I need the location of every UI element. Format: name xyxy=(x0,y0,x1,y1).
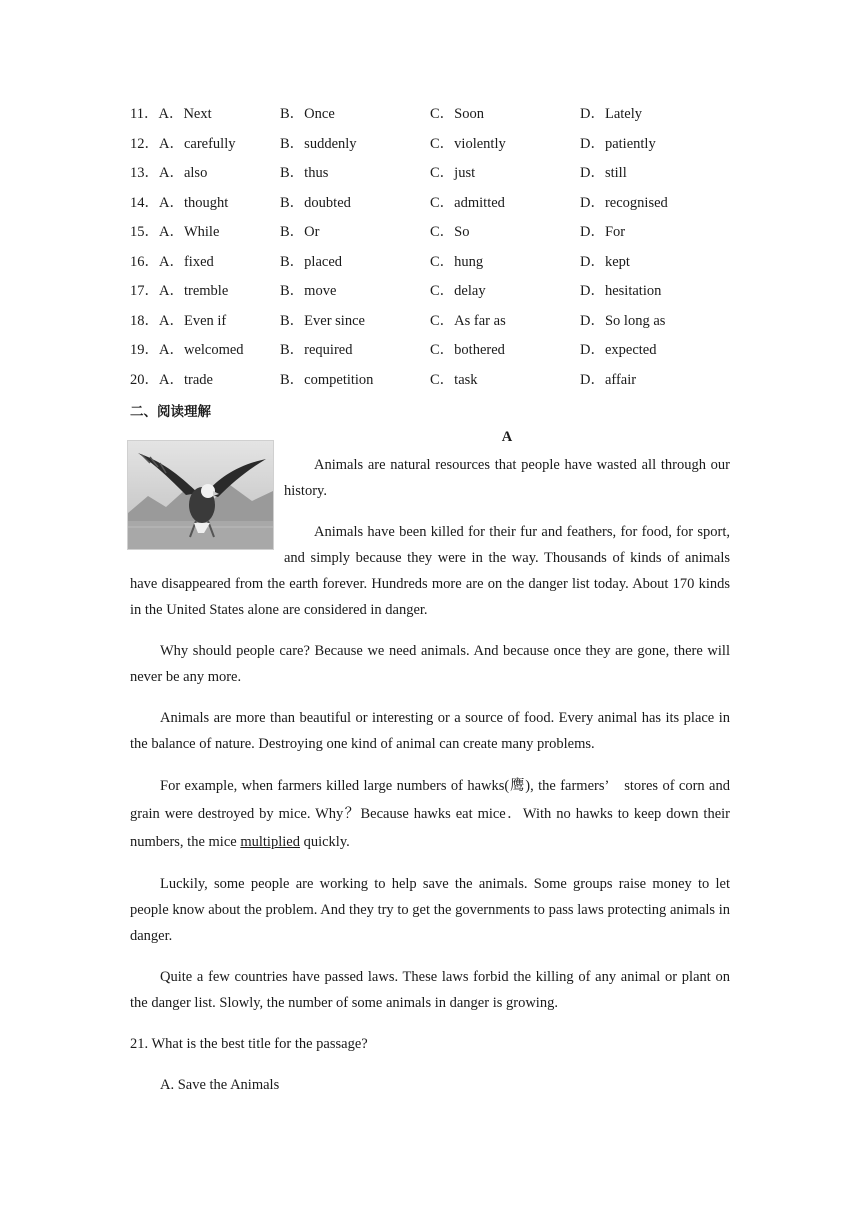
paragraph-1: Animals are natural resources that people have wasted all through our history. xyxy=(284,457,730,499)
question-21-option-a: A. Save the Animals xyxy=(160,1077,280,1093)
image-float-spacer xyxy=(130,452,284,552)
option-c: C．bothered xyxy=(430,342,505,358)
paragraph-6: Luckily, some people are working to help save the animals. Some groups raise money to let people know about the problem. And they try to get the governments to pass laws protecting animals in danger. xyxy=(130,876,730,944)
option-b: B．Or xyxy=(280,224,320,240)
option-d: D．patiently xyxy=(580,135,656,152)
option-c: C．So xyxy=(430,224,470,240)
option-d: D．kept xyxy=(580,253,630,270)
option-b: B．suddenly xyxy=(280,135,357,152)
option-d: D．For xyxy=(580,224,626,240)
option-a: 17．A．tremble xyxy=(130,283,229,299)
option-b: B．competition xyxy=(280,371,374,388)
paragraph-2: Animals have been killed for their fur and feathers, for food, for sport, and simply because they were in the way. Thousands of kinds of animals have disappeared from the earth forever. Hundreds more are on the danger list today. About 170 kinds in the United States alone are considered in danger. xyxy=(130,524,730,618)
option-d: D．So long as xyxy=(580,312,666,329)
question-21: 21. What is the best title for the passage? xyxy=(130,1036,368,1052)
option-a: 13．A．also xyxy=(130,165,208,181)
option-c: C．task xyxy=(430,371,478,388)
options-row-12 xyxy=(130,134,750,164)
paragraph-5-end: quickly. xyxy=(299,834,350,850)
options-row-14 xyxy=(130,193,750,223)
option-a: 12．A．carefully xyxy=(130,135,236,152)
option-d: D．affair xyxy=(580,371,637,388)
option-a: 15．A．While xyxy=(130,224,220,240)
paragraph-4: Animals are more than beautiful or interesting or a source of food. Every animal has its place in the balance of nature. Destroying one kind of animal can create many problems. xyxy=(130,710,730,752)
option-a: 11．A．Next xyxy=(130,106,212,122)
option-b: B．Ever since xyxy=(280,312,365,329)
paragraph-7: Quite a few countries have passed laws. These laws forbid the killing of any animal or plant on the danger list. Slowly, the number of some animals in danger is growing. xyxy=(130,969,730,1011)
option-b: B．move xyxy=(280,283,337,299)
paragraph-5 xyxy=(130,772,730,856)
underlined-word: multiplied xyxy=(240,834,300,850)
options-row-15 xyxy=(130,222,750,252)
passage-letter: A xyxy=(501,429,513,445)
options-row-16 xyxy=(130,252,750,282)
option-a: 16．A．fixed xyxy=(130,253,214,270)
option-d: D．hesitation xyxy=(580,283,662,299)
option-b: B．placed xyxy=(280,253,343,270)
option-c: C．admitted xyxy=(430,194,505,211)
option-c: C．Soon xyxy=(430,106,484,122)
option-c: C．As far as xyxy=(430,312,506,329)
option-b: B．required xyxy=(280,342,353,358)
option-a: 20．A．trade xyxy=(130,371,213,388)
option-d: D．Lately xyxy=(580,106,643,122)
paragraph-3: Why should people care? Because we need animals. And because once they are gone, there will never be any more. xyxy=(130,643,730,685)
option-c: C．hung xyxy=(430,253,484,270)
options-row-19 xyxy=(130,340,750,370)
option-a: 14．A．thought xyxy=(130,194,229,211)
option-c: C．delay xyxy=(430,283,486,299)
option-c: C．violently xyxy=(430,135,506,152)
options-row-20 xyxy=(130,370,750,400)
option-d: D．expected xyxy=(580,342,657,358)
options-row-17 xyxy=(130,281,750,311)
option-b: B．thus xyxy=(280,165,329,181)
reading-passage xyxy=(130,452,730,1113)
option-a: 18．A．Even if xyxy=(130,312,227,329)
paragraph-5-text: For example, when farmers killed large numbers of hawks(鹰), the farmers’ stores of corn and grain were destroyed by mice. Why？Because hawks eat mice．With no hawks to keep down their numbers, the mice xyxy=(130,778,730,850)
cloze-options-table xyxy=(130,104,750,399)
option-d: D．recognised xyxy=(580,194,668,211)
options-row-13 xyxy=(130,163,750,193)
option-c: C．just xyxy=(430,165,476,181)
option-b: B．doubted xyxy=(280,194,351,211)
option-d: D．still xyxy=(580,165,627,181)
option-a: 19．A．welcomed xyxy=(130,342,244,358)
options-row-11 xyxy=(130,104,750,134)
options-row-18 xyxy=(130,311,750,341)
option-b: B．Once xyxy=(280,106,335,122)
section-heading: 二、阅读理解 xyxy=(130,404,211,420)
